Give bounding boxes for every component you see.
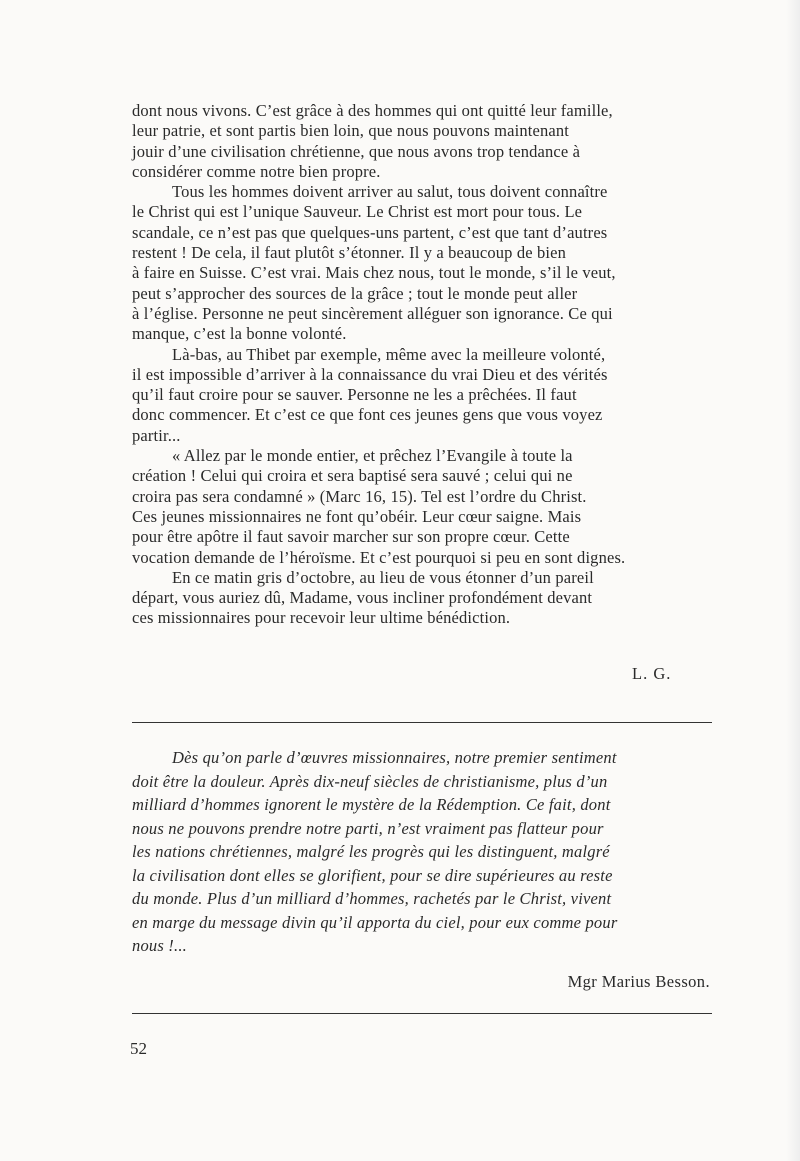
text-line: croira pas sera condamné » (Marc 16, 15). Tel est l’ordre du Christ. — [132, 486, 587, 506]
text-line: peut s’approcher des sources de la grâce ; tout le monde peut aller — [132, 283, 578, 303]
paragraph-2 — [132, 182, 712, 344]
paragraph-3 — [132, 345, 712, 446]
top-divider — [132, 722, 712, 723]
quote-line: nous !... — [132, 936, 187, 955]
text-line: donc commencer. Et c’est ce que font ces jeunes gens que vous voyez — [132, 405, 603, 425]
bottom-divider — [132, 1013, 712, 1014]
text-line: manque, c’est la bonne volonté. — [132, 324, 347, 344]
text-line: partir... — [132, 425, 181, 445]
quote-line: milliard d’hommes ignorent le mystère de la Rédemption. Ce fait, dont — [132, 795, 611, 814]
text-line: qu’il faut croire pour se sauver. Personne ne les a prêchées. Il faut — [132, 385, 577, 405]
quote-line: doit être la douleur. Après dix-neuf siècles de christianisme, plus d’un — [132, 771, 608, 791]
text-line: restent ! De cela, il faut plutôt s’étonner. Il y a beaucoup de bien — [132, 243, 567, 263]
quote-line: en marge du message divin qu’il apporta du ciel, pour eux comme pour — [132, 912, 618, 932]
quote-line: la civilisation dont elles se glorifient, pour se dire supérieures au reste — [132, 865, 613, 885]
text-line: Là-bas, au Thibet par exemple, même avec la meilleure volonté, — [172, 344, 606, 364]
paragraph-1 — [132, 101, 712, 182]
text-line: considérer comme notre bien propre. — [132, 161, 381, 181]
quote-block — [132, 746, 712, 958]
text-line: ces missionnaires pour recevoir leur ultime bénédiction. — [132, 608, 511, 628]
quote-line: nous ne pouvons prendre notre parti, n’est vraiment pas flatteur pour — [132, 818, 604, 838]
text-line: Ces jeunes missionnaires ne font qu’obéir. Leur cœur saigne. Mais — [132, 506, 582, 526]
text-line: dont nous vivons. C’est grâce à des hommes qui ont quitté leur famille, — [132, 101, 613, 120]
text-line: pour être apôtre il faut savoir marcher sur son propre cœur. Cette — [132, 527, 570, 547]
text-line: création ! Celui qui croira et sera baptisé sera sauvé ; celui qui ne — [132, 466, 573, 486]
text-line: En ce matin gris d’octobre, au lieu de vous étonner d’un pareil — [172, 567, 594, 587]
quote-author: Mgr Marius Besson. — [567, 972, 710, 991]
text-line: jouir d’une civilisation chrétienne, que nous avons trop tendance à — [132, 141, 581, 161]
text-line: à faire en Suisse. C’est vrai. Mais chez nous, tout le monde, s’il le veut, — [132, 263, 616, 283]
paragraph-5 — [132, 568, 712, 629]
text-line: leur patrie, et sont partis bien loin, que nous pouvons maintenant — [132, 121, 569, 141]
quote-line: les nations chrétiennes, malgré les progrès qui les distinguent, malgré — [132, 842, 610, 861]
text-line: il est impossible d’arriver à la connaissance du vrai Dieu et des vérités — [132, 364, 608, 384]
text-line: à l’église. Personne ne peut sincèrement alléguer son ignorance. Ce qui — [132, 303, 613, 323]
paragraph-4 — [132, 446, 712, 568]
text-line: Tous les hommes doivent arriver au salut, tous doivent connaître — [172, 182, 608, 202]
text-line: scandale, ce n’est pas que quelques-uns partent, c’est que tant d’autres — [132, 222, 608, 242]
text-line: le Christ qui est l’unique Sauveur. Le Christ est mort pour tous. Le — [132, 202, 583, 222]
page-edge-shadow — [786, 0, 800, 1161]
text-line: départ, vous auriez dû, Madame, vous incliner profondément devant — [132, 588, 593, 608]
text-line: « Allez par le monde entier, et prêchez l’Evangile à toute la — [172, 446, 573, 466]
quote-line: du monde. Plus d’un milliard d’hommes, rachetés par le Christ, vivent — [132, 889, 612, 908]
quote-line: Dès qu’on parle d’œuvres missionnaires, notre premier sentiment — [172, 748, 617, 767]
page-number: 52 — [130, 1039, 147, 1058]
text-line: vocation demande de l’héroïsme. Et c’est pourquoi si peu en sont dignes. — [132, 547, 626, 567]
article-signature: L. G. — [632, 664, 672, 683]
article-body — [132, 101, 712, 629]
